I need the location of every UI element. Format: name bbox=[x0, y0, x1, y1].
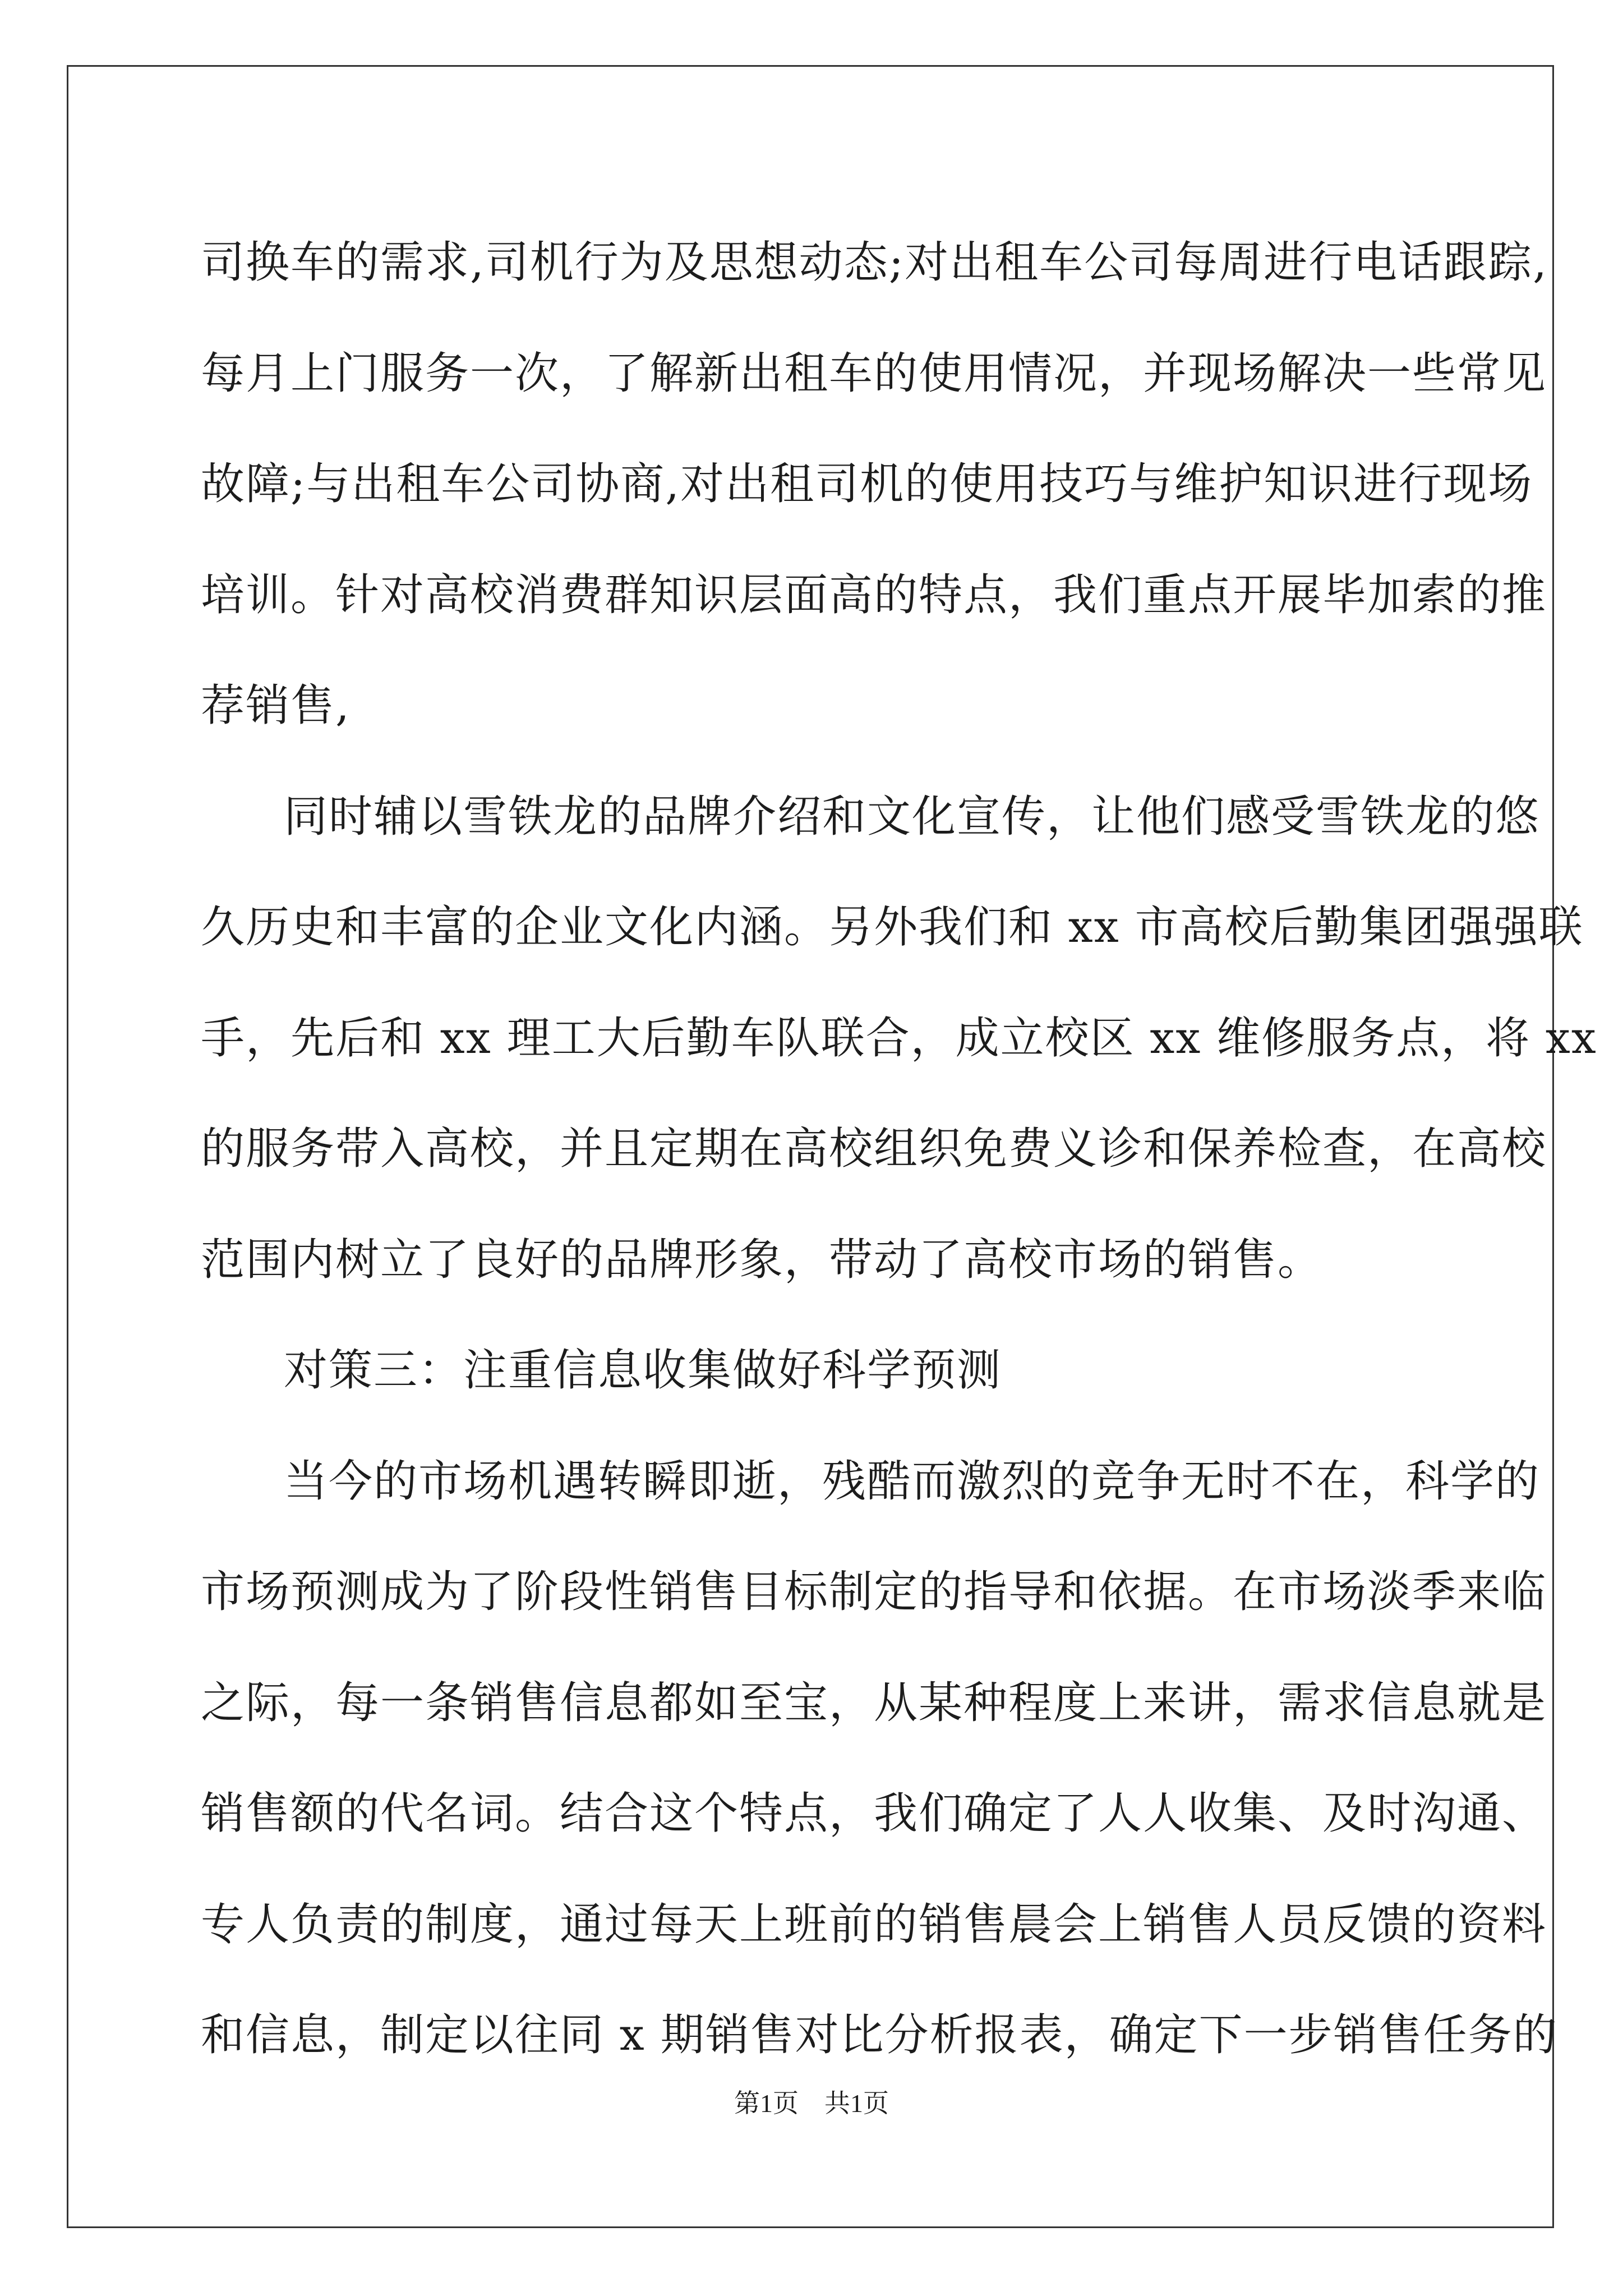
section-heading: 对策三：注重信息收集做好科学预测 bbox=[284, 1345, 1002, 1396]
page-number-footer: 第1页 共1页 bbox=[734, 2089, 889, 2118]
text-line: 和信息，制定以往同 x 期销售对比分析报表，确定下一步销售任务的 bbox=[201, 2010, 1558, 2060]
text-line: 的服务带入高校，并且定期在高校组织免费义诊和保养检查，在高校 bbox=[201, 1124, 1547, 1174]
text-line: 司换车的需求,司机行为及思想动态;对出租车公司每周进行电话跟踪, bbox=[201, 237, 1548, 288]
text-line: 培训。针对高校消费群知识层面高的特点，我们重点开展毕加索的推 bbox=[201, 569, 1547, 620]
paragraph-start-line: 当今的市场机遇转瞬即逝，残酷而激烈的竞争无时不在，科学的 bbox=[284, 1456, 1541, 1507]
text-line: 故障;与出租车公司协商,对出租司机的使用技巧与维护知识进行现场 bbox=[201, 459, 1533, 509]
text-line: 荐销售, bbox=[201, 680, 351, 731]
paragraph-start-line: 同时辅以雪铁龙的品牌介绍和文化宣传，让他们感受雪铁龙的悠 bbox=[284, 791, 1541, 842]
text-line: 之际，每一条销售信息都如至宝，从某种程度上来讲，需求信息就是 bbox=[201, 1677, 1547, 1728]
text-line: 专人负责的制度，通过每天上班前的销售晨会上销售人员反馈的资料 bbox=[201, 1899, 1547, 1950]
text-line: 手，先后和 xx 理工大后勤车队联合，成立校区 xx 维修服务点，将 xx bbox=[201, 1013, 1597, 1064]
text-line: 范围内树立了良好的品牌形象，带动了高校市场的销售。 bbox=[201, 1234, 1323, 1285]
text-line: 久历史和丰富的企业文化内涵。另外我们和 xx 市高校后勤集团强强联 bbox=[201, 902, 1584, 953]
text-line: 市场预测成为了阶段性销售目标制定的指导和依据。在市场淡季来临 bbox=[201, 1567, 1547, 1617]
text-line: 每月上门服务一次，了解新出租车的使用情况，并现场解决一些常见 bbox=[201, 348, 1547, 399]
text-line: 销售额的代名词。结合这个特点，我们确定了人人收集、及时沟通、 bbox=[201, 1788, 1547, 1839]
document-body bbox=[201, 208, 1597, 2091]
